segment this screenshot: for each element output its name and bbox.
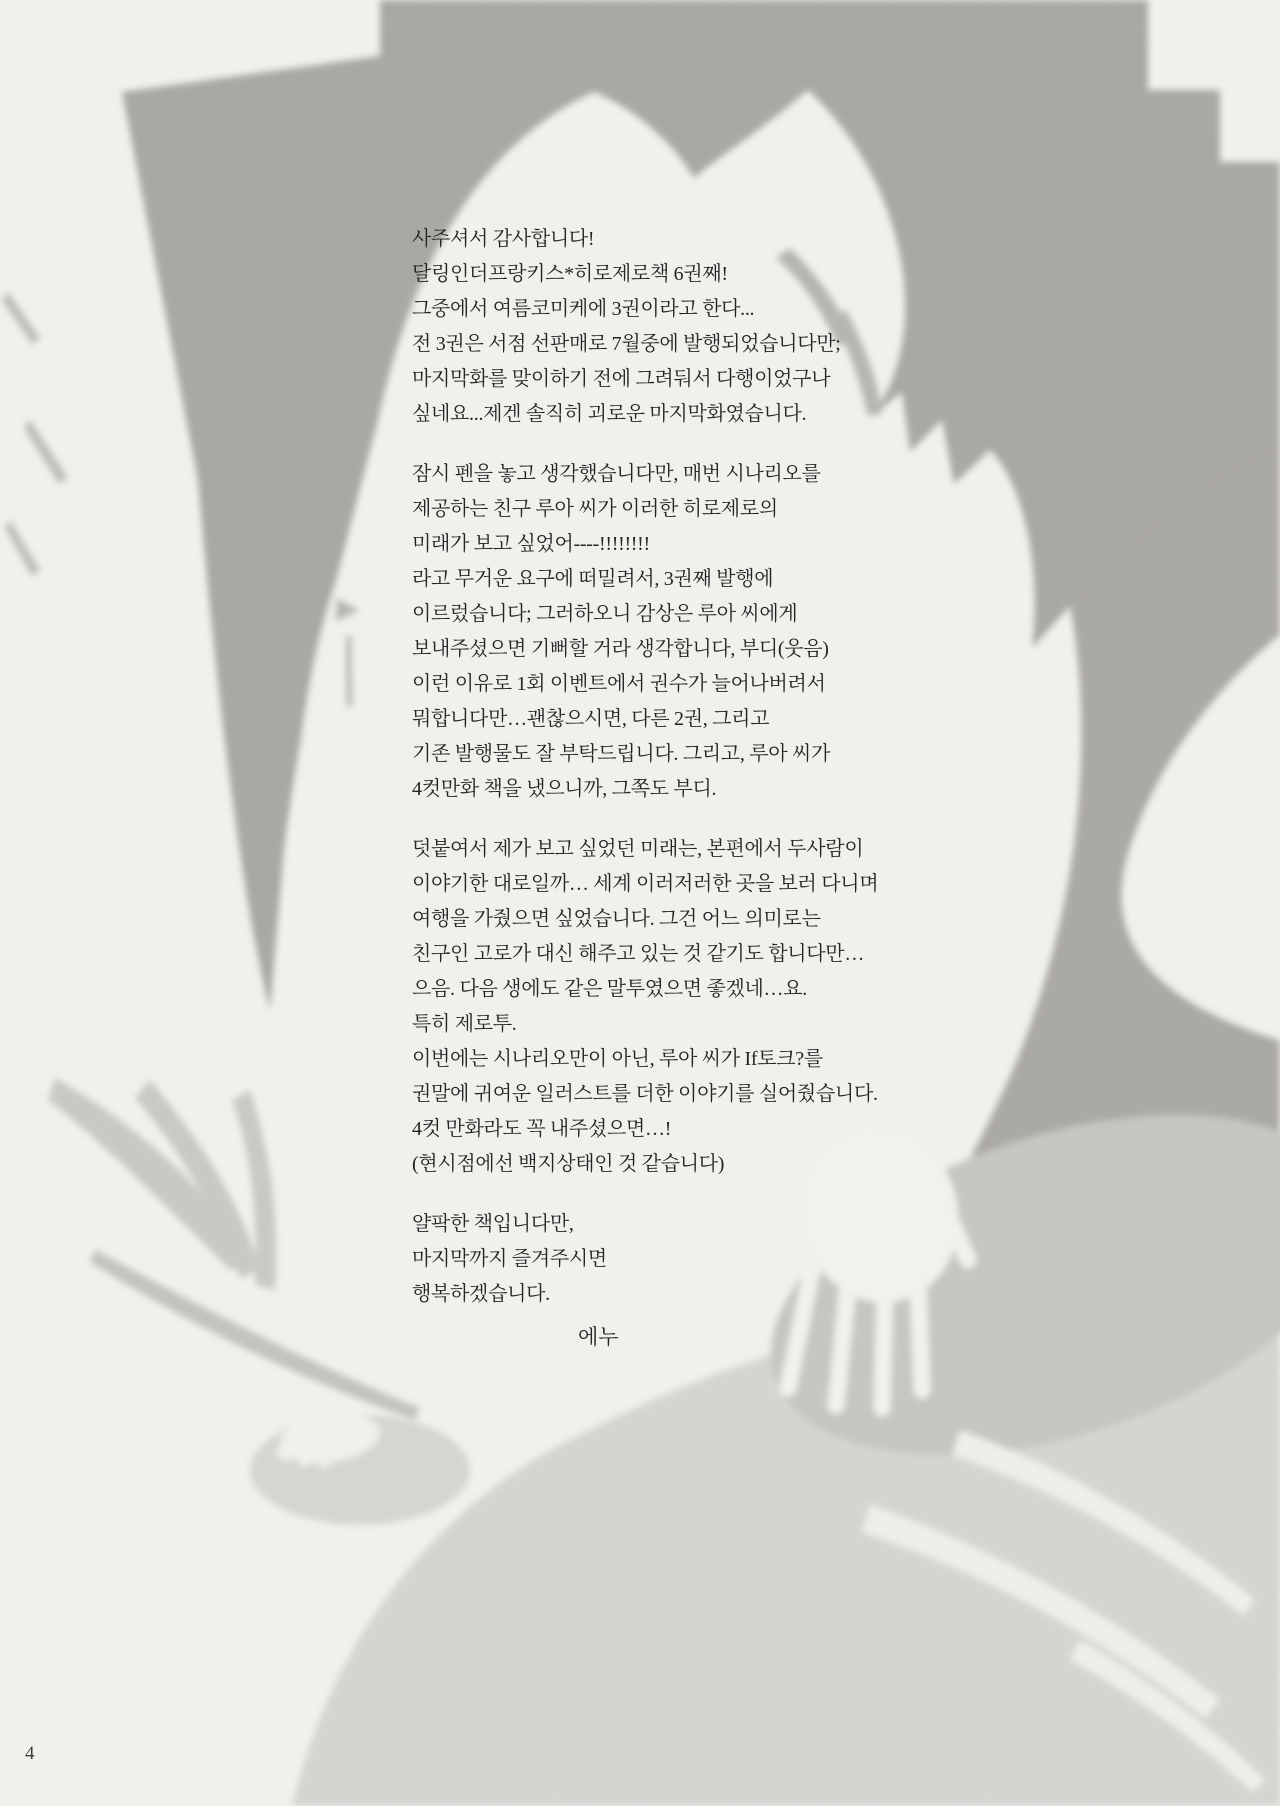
afterword-line: 기존 발행물도 잘 부탁드립니다. 그리고, 루아 씨가 bbox=[412, 743, 830, 765]
page-number: 4 bbox=[25, 1743, 35, 1764]
afterword-line: 4컷만화 책을 냈으니까, 그쪽도 부디. bbox=[412, 778, 717, 800]
afterword-line: 제공하는 친구 루아 씨가 이러한 히로제로의 bbox=[412, 498, 778, 520]
afterword-line: 그중에서 여름코미케에 3권이라고 한다... bbox=[412, 298, 755, 320]
afterword-line: 여행을 가줬으면 싶었습니다. 그건 어느 의미로는 bbox=[412, 908, 821, 930]
afterword-line: 얄팍한 책입니다만, bbox=[412, 1213, 574, 1235]
afterword-line: 이야기한 대로일까… 세계 이러저러한 곳을 보러 다니며 bbox=[412, 873, 879, 895]
afterword-line: 이번에는 시나리오만이 아닌, 루아 씨가 If토크?를 bbox=[412, 1048, 823, 1070]
author-signature: 에누 bbox=[578, 1325, 619, 1349]
afterword-line: 4컷 만화라도 꼭 내주셨으면…! bbox=[412, 1118, 672, 1140]
afterword-line: (현시점에선 백지상태인 것 같습니다) bbox=[412, 1153, 725, 1175]
afterword-line: 친구인 고로가 대신 해주고 있는 것 같기도 합니다만… bbox=[412, 943, 865, 965]
afterword-paragraph bbox=[412, 832, 878, 1182]
afterword-line: 사주셔서 감사합니다! bbox=[412, 228, 595, 250]
afterword-line: 마지막까지 즐겨주시면 bbox=[412, 1248, 607, 1270]
afterword-line: 미래가 보고 싶었어----!!!!!!!! bbox=[412, 533, 650, 555]
afterword-line: 뭐합니다만…괜찮으시면, 다른 2권, 그리고 bbox=[412, 708, 770, 730]
afterword-line: 마지막화를 맞이하기 전에 그려둬서 다행이었구나 bbox=[412, 368, 831, 390]
afterword-paragraph bbox=[412, 1207, 878, 1312]
afterword-paragraph bbox=[412, 457, 878, 807]
afterword-line: 이런 이유로 1회 이벤트에서 권수가 늘어나버려서 bbox=[412, 673, 826, 695]
afterword-line: 권말에 귀여운 일러스트를 더한 이야기를 실어줬습니다. bbox=[412, 1083, 878, 1105]
afterword-line: 보내주셨으면 기뻐할 거라 생각합니다, 부디(웃음) bbox=[412, 638, 829, 660]
afterword-line: 이르렀습니다; 그러하오니 감상은 루아 씨에게 bbox=[412, 603, 798, 625]
afterword-line: 달링인더프랑키스*히로제로책 6권째! bbox=[412, 263, 728, 285]
afterword-text bbox=[412, 222, 878, 1337]
afterword-line: 특히 제로투. bbox=[412, 1013, 517, 1035]
afterword-line: 전 3권은 서점 선판매로 7월중에 발행되었습니다만; bbox=[412, 333, 841, 355]
afterword-paragraph bbox=[412, 222, 878, 432]
afterword-line: 라고 무거운 요구에 떠밀려서, 3권째 발행에 bbox=[412, 568, 774, 590]
afterword-line: 으음. 다음 생에도 같은 말투였으면 좋겠네…요. bbox=[412, 978, 807, 1000]
afterword-line: 행복하겠습니다. bbox=[412, 1283, 550, 1305]
afterword-line: 덧붙여서 제가 보고 싶었던 미래는, 본편에서 두사람이 bbox=[412, 838, 864, 860]
afterword-line: 잠시 펜을 놓고 생각했습니다만, 매번 시나리오를 bbox=[412, 463, 821, 485]
afterword-line: 싶네요...제겐 솔직히 괴로운 마지막화였습니다. bbox=[412, 403, 807, 425]
